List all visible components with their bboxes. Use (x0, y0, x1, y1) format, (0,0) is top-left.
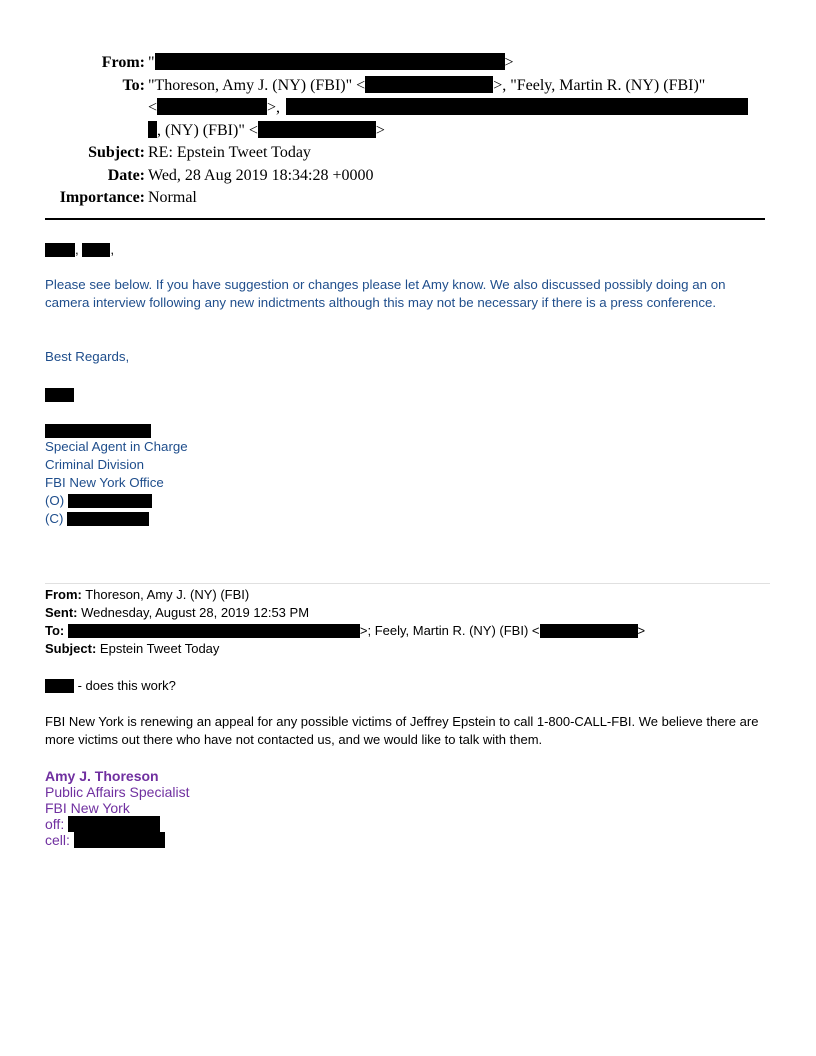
redacted-block (365, 76, 493, 93)
signature-cell-phone (45, 510, 149, 528)
to-line2-b: >, (267, 99, 281, 116)
cell-phone-label: (C) (45, 511, 64, 526)
forward-divider (45, 583, 770, 584)
signature-office-phone (45, 492, 152, 510)
to-line2-a: < (148, 99, 158, 116)
to-value-line1 (148, 75, 705, 98)
date-row (0, 165, 816, 188)
importance-label: Importance: (59, 189, 145, 206)
signature-initials (45, 386, 74, 404)
fwd-body-line1: FBI New York is renewing an appeal for any possible victims of Jeffrey Epstein to call 1-800-CALL-FBI. We believe there are (45, 714, 759, 729)
redacted-block (68, 494, 152, 508)
redacted-block (45, 424, 151, 438)
signature-division: Criminal Division (45, 457, 145, 472)
redacted-block (45, 388, 74, 402)
header-divider (45, 218, 765, 220)
date-value: Wed, 28 Aug 2019 18:34:28 +0000 (148, 166, 374, 184)
subject-row (0, 142, 816, 165)
redacted-block (155, 53, 505, 70)
redacted-block (68, 624, 360, 638)
fwd-sig-cell-phone (45, 832, 165, 848)
fwd-sig-office: FBI New York (45, 800, 130, 816)
fwd-to-label: To: (45, 623, 65, 638)
redacted-block (45, 243, 75, 257)
from-value (148, 52, 514, 75)
fwd-to-mid: >; Feely, Martin R. (NY) (FBI) < (359, 623, 540, 638)
fwd-subject-label: Subject: (45, 641, 97, 656)
fwd-off-label: off: (45, 816, 65, 832)
fwd-to-end: > (637, 623, 646, 638)
redacted-block (286, 98, 748, 115)
from-label: From: (101, 54, 145, 71)
redacted-block (540, 624, 638, 638)
redacted-block (67, 512, 149, 526)
redacted-block (45, 679, 74, 693)
redacted-block (74, 832, 165, 848)
fwd-sig-title: Public Affairs Specialist (45, 784, 190, 800)
greeting-separator: , (75, 242, 79, 257)
to-row-cont2 (0, 120, 816, 143)
fwd-cell-label: cell: (45, 832, 70, 848)
fwd-subject-value: Epstein Tweet Today (99, 641, 220, 656)
fwd-from-label: From: (45, 587, 82, 602)
fwd-from-value: Thoreson, Amy J. (NY) (FBI) (85, 587, 250, 602)
greeting-end: , (110, 242, 115, 257)
office-phone-label: (O) (45, 493, 65, 508)
message-paragraph-line2: camera interview following any new indictments although this may not be necessary if there is a press conference. (45, 295, 717, 310)
from-row (0, 52, 816, 75)
fwd-sent-label: Sent: (45, 605, 78, 620)
signature-title: Special Agent in Charge (45, 439, 188, 454)
fwd-from-line (45, 586, 249, 604)
to-line1-a: "Thoreson, Amy J. (NY) (FBI)" < (148, 76, 366, 94)
to-line3-b: > (375, 121, 385, 139)
fwd-sig-name: Amy J. Thoreson (45, 768, 159, 784)
email-header (0, 52, 816, 210)
closing: Best Regards, (45, 349, 130, 364)
date-label: Date: (107, 166, 145, 184)
fwd-body-line2: more victims out there who have not contacted us, and we would like to talk with them. (45, 732, 543, 747)
redacted-block (157, 98, 267, 115)
to-label: To: (122, 76, 145, 94)
redacted-block (148, 121, 157, 138)
fwd-sent-value: Wednesday, August 28, 2019 12:53 PM (81, 605, 310, 620)
fwd-sent-line (45, 604, 309, 622)
subject-label: Subject: (88, 144, 145, 161)
redacted-block (258, 121, 376, 138)
subject-value: RE: Epstein Tweet Today (148, 144, 311, 161)
to-line3-a: , (NY) (FBI)" < (157, 121, 258, 139)
fwd-subject-line (45, 640, 219, 658)
importance-value: Normal (148, 189, 197, 206)
fwd-sig-off-phone (45, 816, 160, 832)
to-row (0, 75, 816, 98)
signature-office: FBI New York Office (45, 475, 164, 490)
fwd-question-text: - does this work? (74, 678, 176, 693)
to-row-cont1 (0, 97, 816, 120)
to-value-line2 (148, 97, 748, 120)
to-line1-b: >, "Feely, Martin R. (NY) (FBI)" (493, 76, 706, 94)
redacted-block (68, 816, 160, 832)
importance-row (0, 187, 816, 210)
fwd-to-line (45, 622, 645, 640)
from-suffix: > (504, 54, 514, 71)
message-paragraph-line1: Please see below. If you have suggestion or changes please let Amy know. We also discussed possibly doing an on (45, 277, 726, 292)
greeting (45, 241, 114, 259)
redacted-block (82, 243, 110, 257)
from-prefix: " (148, 54, 155, 71)
fwd-question (45, 677, 176, 695)
to-value-line3 (148, 120, 385, 143)
